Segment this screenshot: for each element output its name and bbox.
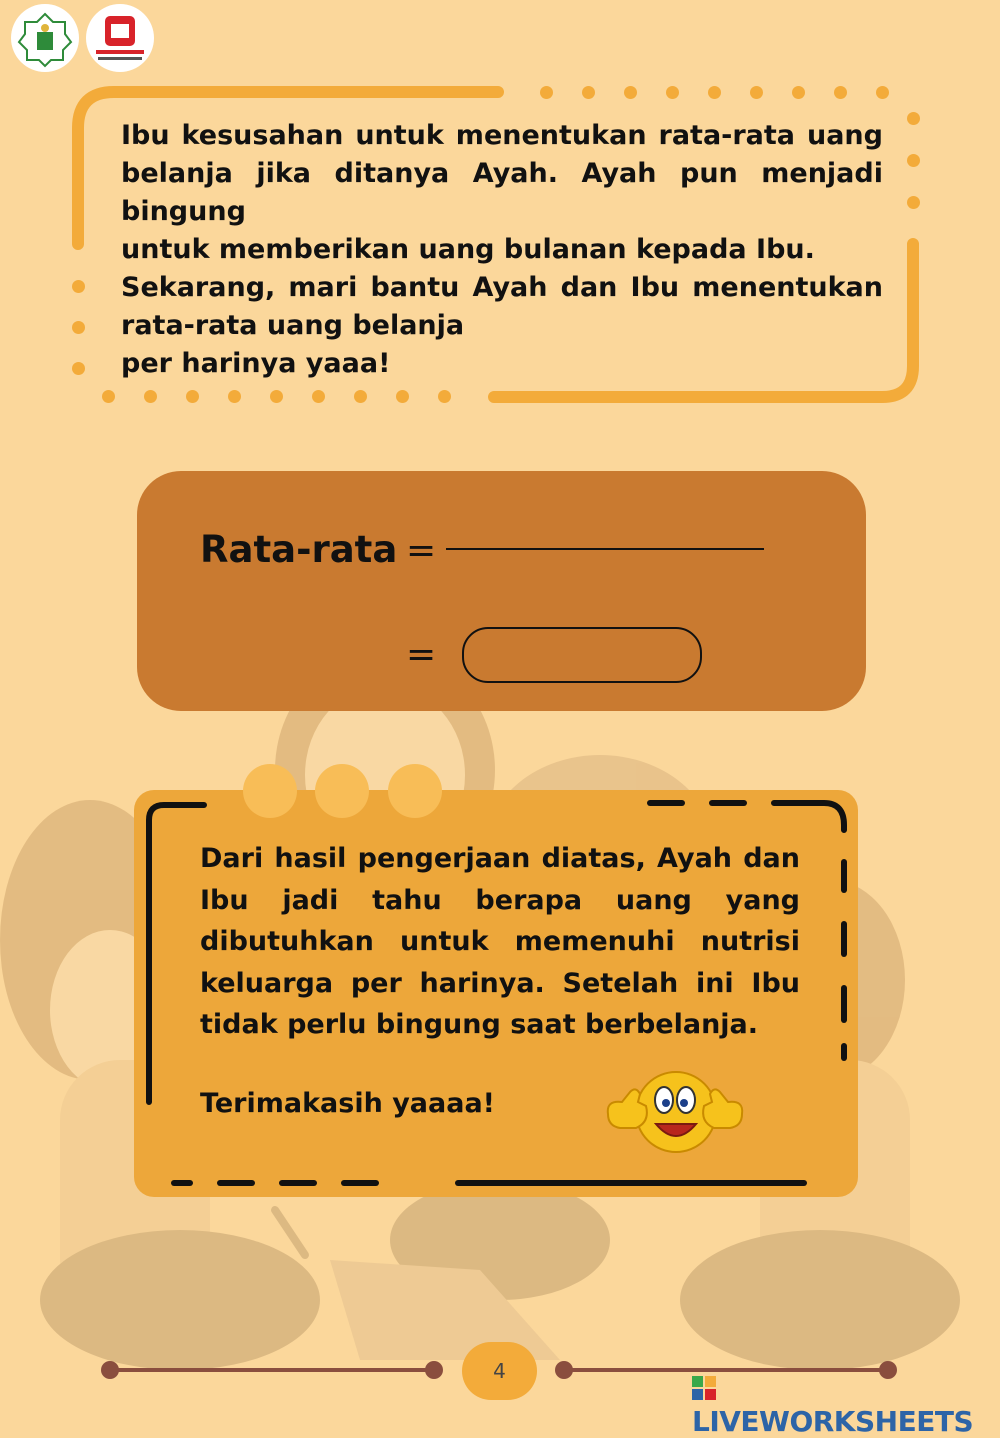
decor-dot xyxy=(102,390,115,403)
formula-label: Rata-rata xyxy=(200,528,398,571)
decor-dot xyxy=(72,280,85,293)
liveworksheets-watermark xyxy=(692,1372,1000,1438)
decor-dot xyxy=(396,390,409,403)
decor-dot xyxy=(72,321,85,334)
conclusion-line: tidak perlu bingung saat berbelanja. xyxy=(200,1009,759,1040)
page-number: 4 xyxy=(462,1342,537,1400)
conclusion-line: keluarga per harinya. Setelah ini Ibu xyxy=(200,967,800,999)
decor-dot xyxy=(666,86,679,99)
decor-dot xyxy=(624,86,637,99)
answer-input[interactable] xyxy=(462,627,702,683)
intro-paragraph-2 xyxy=(121,269,883,383)
intro-line: rata-rata uang belanja xyxy=(121,310,465,341)
decor-dot xyxy=(876,86,889,99)
thanks-text: Terimakasih yaaaa! xyxy=(200,1088,495,1119)
intro-line: Sekarang, mari bantu Ayah dan Ibu menentukan xyxy=(121,272,883,303)
conclusion-line: dibutuhkan untuk memenuhi nutrisi xyxy=(200,926,800,957)
intro-line: belanja jika ditanya Ayah. Ayah pun menjadi bingung xyxy=(121,158,883,227)
decor-dot xyxy=(312,390,325,403)
decor-dot xyxy=(354,390,367,403)
thumbs-up-emoji-icon xyxy=(600,1062,750,1157)
decor-dot xyxy=(907,154,920,167)
equals-sign: = xyxy=(406,530,437,571)
equals-sign: = xyxy=(406,634,437,675)
decor-dot xyxy=(228,390,241,403)
decor-dot xyxy=(438,390,451,403)
decor-dot xyxy=(750,86,763,99)
intro-line: untuk memberikan uang bulanan kepada Ibu. xyxy=(121,234,815,265)
decor-dot xyxy=(186,390,199,403)
decor-dot xyxy=(540,86,553,99)
intro-line: per harinya yaaa! xyxy=(121,348,391,379)
conclusion-line: Ibu jadi tahu berapa uang yang xyxy=(200,884,800,916)
conclusion-paragraph xyxy=(200,838,800,1046)
liveworksheets-logo-icon xyxy=(692,1376,716,1400)
decor-dot xyxy=(72,362,85,375)
watermark-text: LIVEWORKSHEETS xyxy=(692,1405,974,1438)
decor-dot xyxy=(907,112,920,125)
decor-dot xyxy=(582,86,595,99)
intro-line: Ibu kesusahan untuk menentukan rata-rata uang xyxy=(121,120,883,151)
decor-dot xyxy=(144,390,157,403)
decor-dot xyxy=(270,390,283,403)
decor-dot xyxy=(792,86,805,99)
decor-dot xyxy=(907,196,920,209)
conclusion-line: Dari hasil pengerjaan diatas, Ayah dan xyxy=(200,843,800,874)
decor-dot xyxy=(708,86,721,99)
fraction-bar xyxy=(446,548,764,550)
intro-paragraph-1 xyxy=(121,117,883,269)
decor-dot xyxy=(834,86,847,99)
